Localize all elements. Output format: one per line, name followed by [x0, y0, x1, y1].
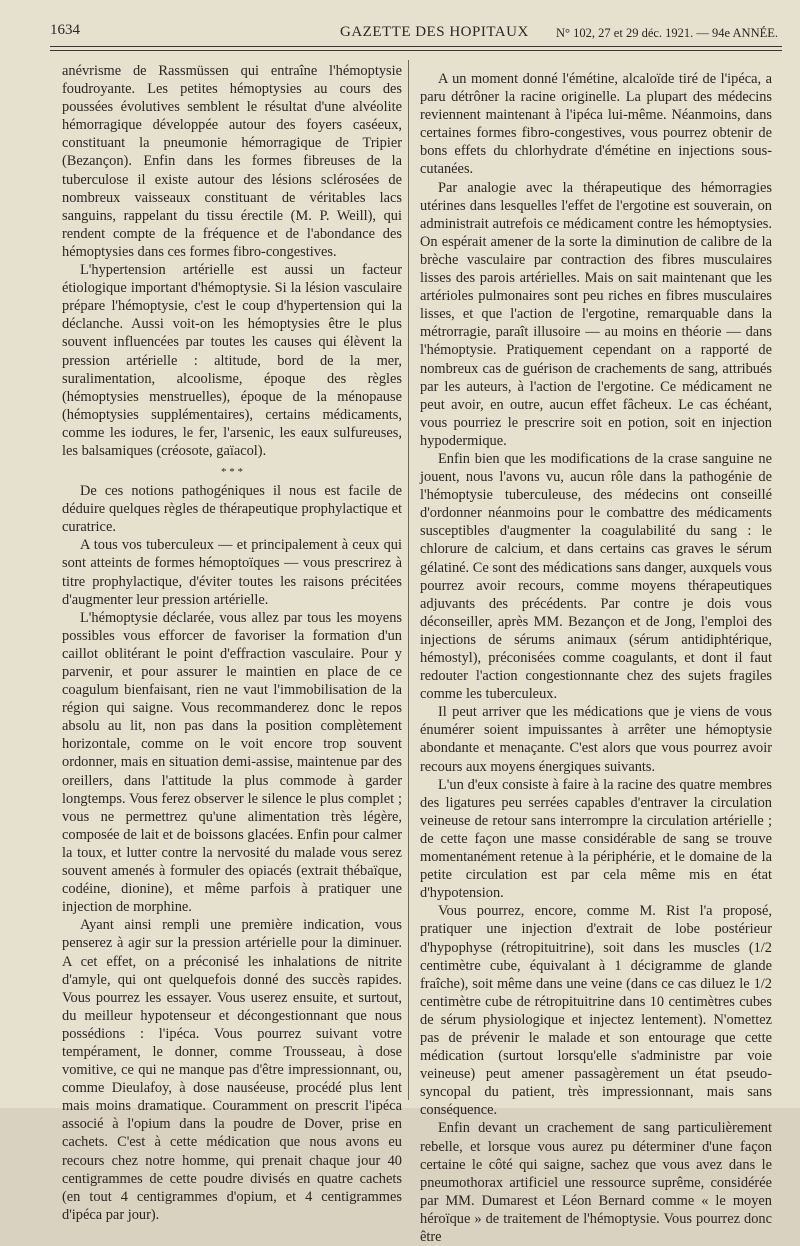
paragraph: Vous pourrez, encore, comme M. Rist l'a proposé, pratiquer une injection d'extrait de lobe postérieur d'hypophyse (rétropituitrine), soit dans les muscles (1/2 centimètre cube, équivalant à 1 décigramme de glande fraîche), soit même dans une veine (dans ce cas diluez le 1/2 centimètre cube de rétropituitrine dans 10 centimètres cubes de sérum physiologique et injectez lentement). N'omettez pas de prévenir le malade et son entourage que cette médication (surtout lorsqu'elle s'administre par voie veineuse) peut amener passagèrement un état pseudo-syncopal du patient, très impressionnant, mais sans conséquence. [420, 903, 772, 1119]
paragraph: Ayant ainsi rempli une première indication, vous penserez à agir sur la pression artérielle pour la diminuer. A cet effet, on a préconisé les inhalations de nitrite d'amyle, qui ont quelquefois donné des succès rapides. Vous pourrez les essayer. Vous userez ensuite, et surtout, du meilleur hypotenseur et décongestionnant que nous possédions : l'ipéca. Vous pourrez suivant votre tempérament, le donner, comme Trousseau, à dose vomitive, ce qui ne manque pas d'être impressionnant, ou, comme Dieulafoy, à dose nauséeuse, procédé plus lent mais moins dramatique. Couramment on prescrit l'ipéca associé à l'opium dans la poudre de Dover, prise en cachets. C'est à cette médication que nous avons eu recours chez notre homme, qui prenait chaque jour 40 centigrammes de cette poudre divisés en quatre cachets (en tout 4 centigrammes d'opium, et 4 centigrammes d'ipéca par jour). [62, 917, 402, 1223]
paragraph: L'hypertension artérielle est aussi un facteur étiologique important d'hémoptysie. Si la lésion vasculaire prépare l'hémoptysie, c'est le coup d'hypertension qui la déclanche. Aussi voit-on les hémoptysies être le plus souvent influencées par toutes les causes qui élèvent la pression artérielle : altitude, bord de la mer, suralimentation, alcoolisme, époque des règles (hémoptysies menstruelles), époque de la ménopause (hémoptysies supplémentaires), certains médicaments, comme les iodures, le fer, l'arsenic, les eaux sulfureuses, les balsamiques (créosote, gaïacol). [62, 262, 402, 459]
header-rule-thin [50, 50, 782, 51]
paragraph: Par analogie avec la thérapeutique des hémorragies utérines dans lesquelles l'effet de l'ergotine est souverain, on administrait autrefois ce médicament contre les hémoptysies. On espérait amener de la sorte la diminution de calibre de la brèche vasculaire par contraction des fibres musculaires lisses des parois artérielles. Mais on sait maintenant que les artérioles pulmonaires sont peu riches en fibres musculaires lisses, et que l'action de l'ergotine, remarquable dans la métrorragie, paraît illusoire — au moins en théorie — dans l'hémoptysie. Pratiquement cependant on a rapporté de nombreux cas de guérison de crachements de sang, attribués par les auteurs, à l'action de l'ergotine. Ce médicament ne peut avoir, en outre, aucun effet fâcheux. Le cas échéant, vous pourriez le prescrire soit en potion, soit en injection hypodermique. [420, 179, 772, 449]
column-divider [408, 60, 409, 1100]
right-column [420, 70, 772, 1246]
paragraph: L'un d'eux consiste à faire à la racine des quatre membres des ligatures peu serrées capables d'entraver la circulation veineuse de retour sans interrompre la circulation artérielle ; de cette façon une masse considérable de sang se trouve momentanément retenue à la périphérie, et le domaine de la petite circulation est par cela même mis en état d'hypotension. [420, 776, 772, 902]
paragraph: anévrisme de Rassmüssen qui entraîne l'hémoptysie foudroyante. Les petites hémoptysies au cours des poussées évolutives semblent le résultat d'une alvéolite hémorragique développée autour des foyers caséeux, constituant la pneumonie hémorragique de Tripier (Bezançon). Enfin dans les formes fibreuses de la tuberculose il existe autour des lésions sclérosées de nombreux vaisseaux constituant de véritables lacs sanguins, rappelant du tissu érectile (M. P. Weill), qui rendent compte de la fréquence et de l'abondance des hémoptysies dans ces formes fibro-congestives. [62, 63, 402, 260]
paragraph: Il peut arriver que les médications que je viens de vous énumérer soient impuissantes à arrêter une hémoptysie abondante et menaçante. C'est alors que vous pourrez avoir recours aux moyens énergiques suivants. [420, 704, 772, 775]
header-rule [50, 46, 782, 47]
paragraph: A tous vos tuberculeux — et principalement à ceux qui sont atteints de formes hémoptoïques — vous prescrirez à titre prophylactique, d'éviter toutes les raisons précitées d'augmenter leur pression artérielle. [62, 537, 402, 608]
paragraph: Enfin devant un crachement de sang particulièrement rebelle, et lorsque vous aurez pu déterminer d'une façon certaine le côté qui saigne, sachez que vous avez dans le pneumothorax artificiel une ressource suprême, considérée par MM. Dumarest et Léon Bernard comme « le moyen héroïque » de traitement de l'hémoptysie. Vous pourrez donc être [420, 1120, 772, 1245]
issue-info: N° 102, 27 et 29 déc. 1921. — 94e ANNÉE. [556, 26, 778, 40]
paragraph: A un moment donné l'émétine, alcaloïde tiré de l'ipéca, a paru détrôner la racine originelle. La plupart des médecins reviennent maintenant à l'ipéca lui-même. Néanmoins, dans certaines formes fibro-congestives, vous pourrez obtenir de bons effets du chlorhydrate d'émétine en injections sous-cutanées. [420, 71, 772, 178]
paragraph: De ces notions pathogéniques il nous est facile de déduire quelques règles de thérapeutique prophylactique et curatrice. [62, 483, 402, 536]
page-number: 1634 [50, 22, 80, 38]
paragraph: Enfin bien que les modifications de la crase sanguine ne jouent, nous l'avons vu, aucun rôle dans la pathogénie de l'hémoptysie tuberculeuse, des médecins ont conseillé d'ordonner néanmoins pour le combattre des médicaments susceptibles d'augmenter la coagulabilité du sang : le chlorure de calcium, et dans certains cas graves le sérum gélatiné. Ce sont des médications sans danger, auxquels vous pourrez avoir recours, comme moyens thérapeutiques adjuvants des précédents. Par contre je dois vous déconseiller, après MM. Bezançon et de Jong, l'emploi des injections de sérums animaux (sérum antidiphtérique, hémostyl), préconisées comme coagulants, et dont il faut redouter l'action congestionnante chez des sujets fragiles comme les tuberculeux. [420, 450, 772, 703]
paragraph: L'hémoptysie déclarée, vous allez par tous les moyens possibles vous efforcer de favoriser la formation d'un caillot oblitérant le point d'effraction vasculaire. Pour y parvenir, et pour assurer le maintien en place de ce coagulum bienfaisant, rien ne vaut l'immobilisation de la région qui saigne. Vous recommanderez donc le repos absolu au lit, non pas dans la position complètement horizontale, comme on le voit encore trop souvent ordonner, mais en situation demi-assise, maintenue par des oreillers, dans l'attitude la plus commode à garder longtemps. Vous ferez observer le silence le plus complet ; vous ne permettrez qu'une alimentation très légère, composée de lait et de boissons glacées. Enfin pour calmer la toux, et lutter contre la nervosité du malade vous serez souvent amenés à formuler des opiacés (extrait thébaïque, codéine, dionine), et même parfois à pratiquer une injection de morphine. [62, 609, 402, 916]
left-column [62, 62, 402, 1224]
page-header [50, 14, 778, 44]
section-asterism: * * * [221, 466, 243, 479]
journal-title: GAZETTE DES HOPITAUX [340, 24, 529, 40]
